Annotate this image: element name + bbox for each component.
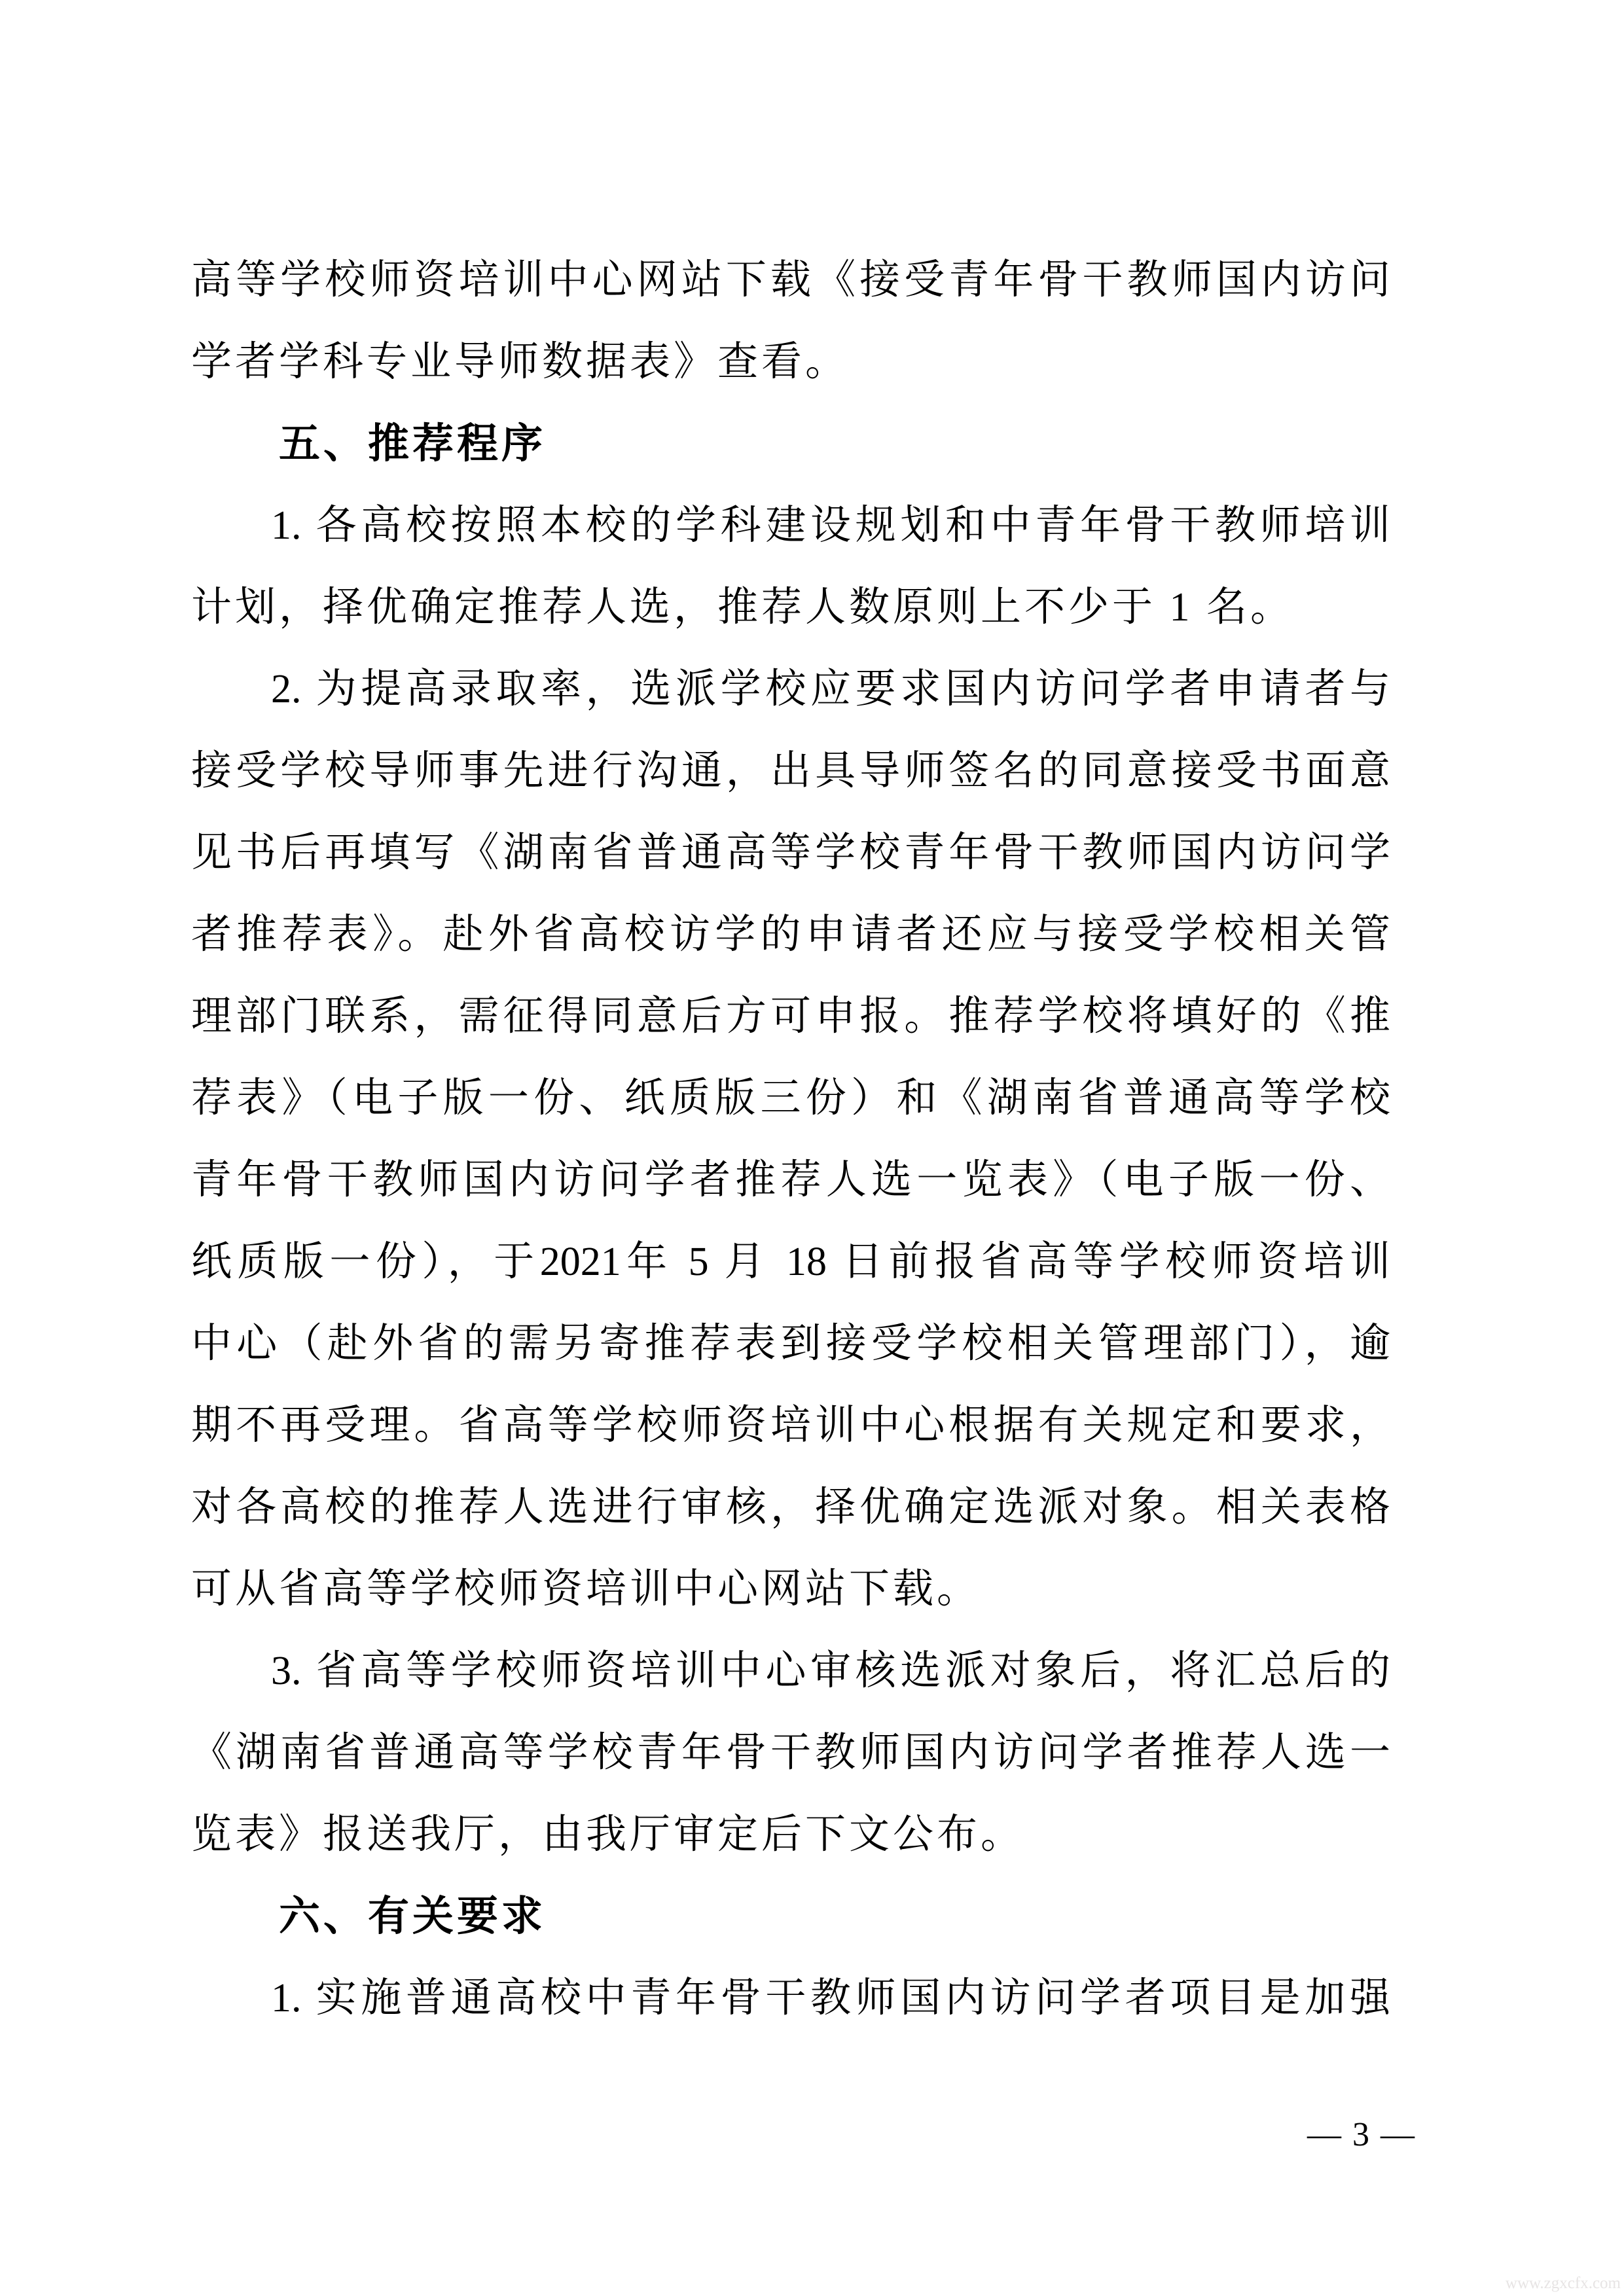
text-line: 见书后再填写《湖南省普通高等学校青年骨干教师国内访问学	[191, 831, 1390, 875]
text-line: 者推荐表》。赴外省高校访学的申请者还应与接受学校相关管	[191, 912, 1390, 957]
text-line: 《湖南省普通高等学校青年骨干教师国内访问学者推荐人选一	[191, 1731, 1390, 1775]
text-line: 1. 实施普通高校中青年骨干教师国内访问学者项目是加强	[271, 1976, 1390, 2020]
text-line: 荐表》（电子版一份、纸质版三份）和《湖南省普通高等学校	[191, 1076, 1390, 1121]
text-line: 可从省高等学校师资培训中心网站下载。	[191, 1567, 981, 1611]
text-line: 览表》报送我厅，由我厅审定后下文公布。	[191, 1812, 1025, 1857]
watermark: www.zgxcfx.com	[1505, 2274, 1621, 2292]
section-heading: 五、推荐程序	[279, 421, 546, 467]
page-number: — 3 —	[1307, 2116, 1416, 2153]
text-line: 接受学校导师事先进行沟通，出具导师签名的同意接受书面意	[191, 749, 1390, 793]
text-line: 纸质版一份），于2021年 5 月 18 日前报省高等学校师资培训	[191, 1240, 1390, 1284]
text-line: 青年骨干教师国内访问学者推荐人选一览表》（电子版一份、	[191, 1158, 1390, 1202]
text-line: 3. 省高等学校师资培训中心审核选派对象后，将汇总后的	[271, 1649, 1390, 1693]
text-line: 中心（赴外省的需另寄推荐表到接受学校相关管理部门），逾	[191, 1321, 1390, 1366]
text-line: 计划，择优确定推荐人选，推荐人数原则上不少于 1 名。	[191, 585, 1295, 630]
text-line: 期不再受理。省高等学校师资培训中心根据有关规定和要求，	[191, 1403, 1390, 1448]
text-line: 1. 各高校按照本校的学科建设规划和中青年骨干教师培训	[271, 503, 1390, 548]
text-line: 学者学科专业导师数据表》查看。	[191, 340, 850, 384]
text-line: 2. 为提高录取率，选派学校应要求国内访问学者申请者与	[271, 667, 1390, 711]
text-line: 理部门联系，需征得同意后方可申报。推荐学校将填好的《推	[191, 994, 1390, 1039]
text-line: 高等学校师资培训中心网站下载《接受青年骨干教师国内访问	[191, 258, 1390, 302]
text-line: 对各高校的推荐人选进行审核，择优确定选派对象。相关表格	[191, 1485, 1390, 1530]
document-body	[191, 240, 1390, 2039]
section-heading: 六、有关要求	[279, 1893, 546, 1939]
